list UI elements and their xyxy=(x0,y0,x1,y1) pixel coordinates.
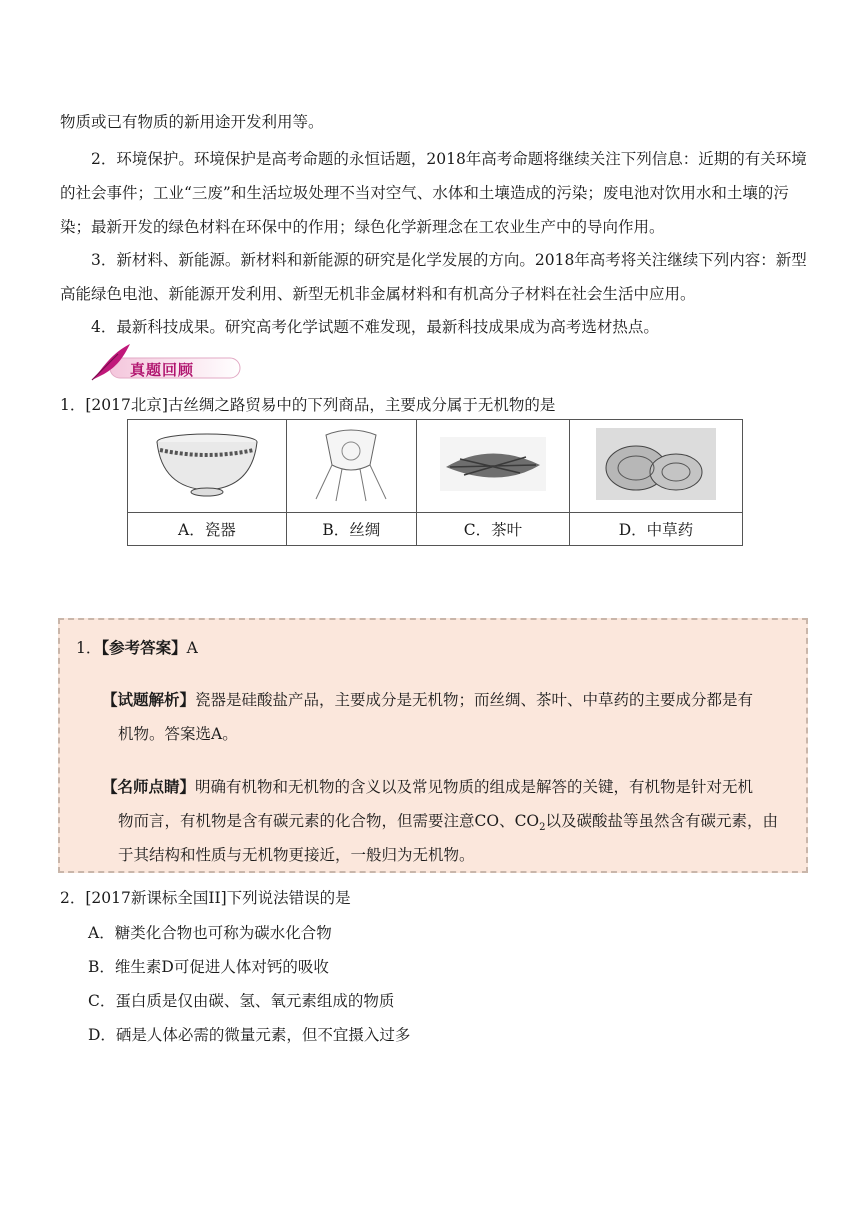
tea-leaves-icon xyxy=(440,437,546,491)
question-2-option-a: A．糖类化合物也可称为碳水化合物 xyxy=(88,924,332,942)
option-d-label: D．中草药 xyxy=(569,513,742,546)
question-2-option-c: C．蛋白质是仅由碳、氢、氧元素组成的物质 xyxy=(88,992,395,1010)
option-b-label: B．丝绸 xyxy=(286,513,416,546)
option-a-image-cell xyxy=(128,420,287,513)
porcelain-bowl-icon xyxy=(152,430,262,498)
tip-line-1: 【名师点睛】明确有机物和无机物的含义以及常见物质的组成是解答的关键，有机物是针对无机 xyxy=(102,777,754,796)
answer-box xyxy=(58,618,808,873)
question-1-stem: 1．[2017北京]古丝绸之路贸易中的下列商品，主要成分属于无机物的是 xyxy=(60,396,556,414)
option-c-image-cell xyxy=(416,420,569,513)
silk-cloth-icon xyxy=(306,425,396,503)
banner-label: 真题回顾 xyxy=(130,361,195,379)
goods-table xyxy=(127,419,743,546)
herbal-medicine-icon xyxy=(596,428,716,500)
option-c-label: C．茶叶 xyxy=(416,513,569,546)
intro-paragraph-1: 物质或已有物质的新用途开发利用等。 xyxy=(60,113,324,131)
option-b-image-cell xyxy=(286,420,416,513)
question-2-option-d: D．硒是人体必需的微量元素，但不宜摄入过多 xyxy=(88,1026,411,1044)
option-d-image-cell xyxy=(569,420,742,513)
intro-paragraph-2: 2．环境保护。环境保护是高考命题的永恒话题，2018年高考命题将继续关注下列信息：近期的有关环境的社会事件；工业“三废”和生活垃圾处理不当对空气、水体和土壤造成的污染；废电池对饮用水和土壤的污染；最新开发的绿色材料在环保中的作用；绿色化学新理念在工农业生产中的导向作用。 xyxy=(60,150,807,236)
section-banner xyxy=(88,340,248,382)
question-2-option-b: B．维生素D可促进人体对钙的吸收 xyxy=(88,958,329,976)
analysis-line-1: 【试题解析】瓷器是硅酸盐产品，主要成分是无机物；而丝绸、茶叶、中草药的主要成分都是有 xyxy=(102,690,754,709)
intro-paragraph-4: 4．最新科技成果。研究高考化学试题不难发现，最新科技成果成为高考选材热点。 xyxy=(91,318,659,336)
option-a-label: A．瓷器 xyxy=(128,513,287,546)
analysis-line-2: 机物。答案选A。 xyxy=(118,725,238,743)
question-2-stem: 2．[2017新课标全国II]下列说法错误的是 xyxy=(60,889,351,907)
intro-paragraph-3: 3．新材料、新能源。新材料和新能源的研究是化学发展的方向。2018年高考将关注继续下列内容：新型高能绿色电池、新能源开发利用、新型无机非金属材料和有机高分子材料在社会生活中应用。 xyxy=(60,251,807,303)
tip-line-3: 于其结构和性质与无机物更接近，一般归为无机物。 xyxy=(118,846,475,864)
tip-line-2: 物而言，有机物是含有碳元素的化合物，但需要注意CO、$CO_2$以及碳酸盐等虽然含有碳元素，由 xyxy=(118,812,779,834)
reference-answer: 1．【参考答案】A xyxy=(76,638,198,657)
